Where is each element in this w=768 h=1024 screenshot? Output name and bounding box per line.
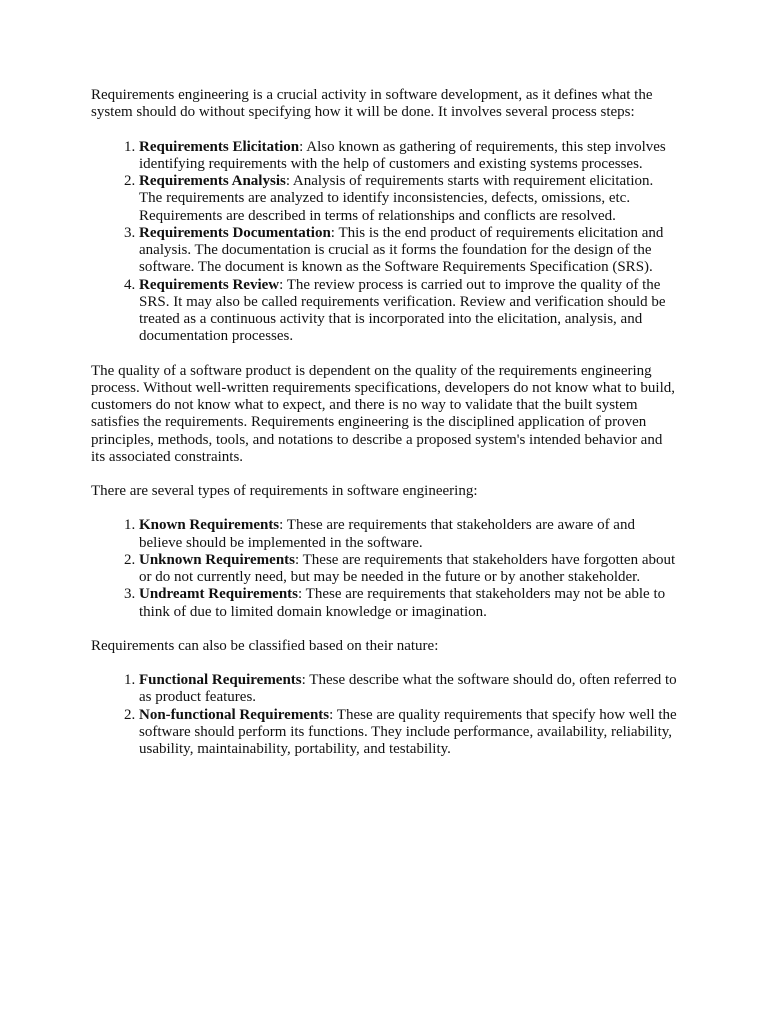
term-functional-requirements: Functional Requirements (139, 672, 302, 688)
desc-requirements-analysis: : Analysis of requirements starts with requirement elicitation. The requirements are analyzed to identify inconsistencies, defects, omissions, etc. Requirements are described in terms of relationships and conflicts are resolved. (139, 173, 654, 224)
list-item-non-functional-requirements (139, 707, 678, 759)
desc-requirements-documentation: : This is the end product of requirements elicitation and analysis. The documentation is crucial as it forms the foundation for the design of the software. The document is known as the Software Requirements Specification (SRS). (139, 224, 664, 276)
term-non-functional-requirements: Non-functional Requirements (139, 706, 330, 723)
desc-undreamt-requirements: : These are requirements that stakeholders may not be able to think of due to limited domain knowledge or imagination. (139, 586, 666, 620)
term-undreamt-requirements: Undreamt Requirements (139, 586, 299, 603)
list-item-known-requirements (139, 517, 678, 552)
desc-requirements-elicitation: : Also known as gathering of requirements, this step involves identifying requirements with the help of customers and existing systems processes. (139, 138, 666, 172)
list-item-requirements-documentation (139, 225, 678, 277)
list-item-undreamt-requirements (139, 586, 678, 621)
list-item-requirements-review (139, 277, 678, 346)
process-steps-list (91, 139, 678, 346)
term-unknown-requirements: Unknown Requirements (139, 551, 295, 568)
requirement-types-list (91, 517, 678, 621)
desc-known-requirements: : These are requirements that stakeholders are aware of and believe should be implemented in the software. (139, 517, 635, 551)
list-item-requirements-analysis (139, 173, 678, 225)
nature-types-list (91, 672, 678, 758)
term-requirements-analysis: Requirements Analysis (139, 173, 286, 189)
term-known-requirements: Known Requirements (139, 517, 280, 534)
quality-paragraph: The quality of a software product is dependent on the quality of the requirements engineering process. Without well-written requirements specifications, developers do not know what to build, customers do not know what to expect, and there is no way to validate that the built system satisfies the requirements. Requirements engineering is the disciplined application of proven principles, methods, tools, and notations to describe a proposed system's intended behavior and its associated constraints. (91, 362, 675, 465)
term-requirements-elicitation: Requirements Elicitation (139, 138, 300, 155)
desc-unknown-requirements: : These are requirements that stakeholders have forgotten about or do not currently need, but may be needed in the future or by another stakeholder. (139, 551, 676, 585)
nature-intro-paragraph: Requirements can also be classified based on their nature: (91, 637, 439, 654)
desc-requirements-review: : The review process is carried out to improve the quality of the SRS. It may also be called requirements verification. Review and verification should be treated as a continuous activity that is incorporated into the elicitation, analysis, and documentation processes. (139, 276, 666, 345)
intro-paragraph: Requirements engineering is a crucial activity in software development, as it defines what the system should do without specifying how it will be done. It involves several process steps: (91, 87, 653, 121)
list-item-unknown-requirements (139, 552, 678, 587)
term-requirements-documentation: Requirements Documentation (139, 224, 331, 241)
list-item-functional-requirements (139, 672, 678, 707)
desc-functional-requirements: : These describe what the software should do, often referred to as product features. (139, 672, 677, 706)
types-intro-paragraph: There are several types of requirements in software engineering: (91, 483, 478, 499)
desc-non-functional-requirements: : These are quality requirements that specify how well the software should perform its functions. They include performance, availability, reliability, usability, maintainability, portability, and testability. (139, 706, 677, 757)
list-item-requirements-elicitation (139, 139, 678, 174)
term-requirements-review: Requirements Review (139, 276, 280, 293)
